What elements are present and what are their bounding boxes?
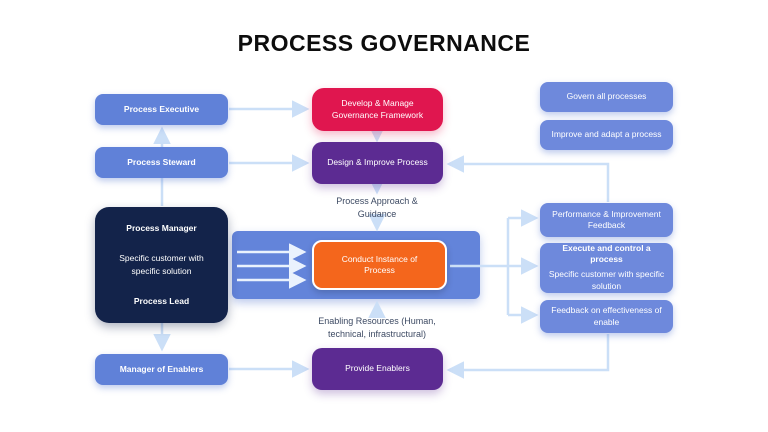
card-footer: Process Lead — [133, 295, 190, 306]
node-execute-control — [540, 243, 673, 293]
node-label: Govern all processes — [566, 91, 647, 102]
node-label: Conduct Instance of Process — [341, 253, 418, 275]
label-enabling-resources: Enabling Resources (Human, technical, infrastructural) — [318, 316, 436, 340]
node-label: Performance & Improvement Feedback — [552, 208, 661, 230]
manager-to-instance-arrows — [237, 252, 303, 280]
node-process-manager-card — [95, 207, 228, 323]
node-label: Design & Improve Process — [327, 157, 428, 168]
node-label: Process Executive — [123, 103, 200, 114]
node-performance-feedback — [540, 203, 673, 237]
card-body: Specific customer with specific solution — [119, 253, 204, 276]
node-develop-manage-framework — [312, 88, 443, 131]
card-header: Process Manager — [126, 223, 197, 233]
node-label: Manager of Enablers — [119, 363, 204, 374]
node-design-improve-process — [312, 142, 443, 184]
node-label: Process Steward — [127, 156, 196, 167]
node-manager-of-enablers — [95, 354, 228, 385]
node-subtitle: Specific customer with specific solution — [548, 269, 665, 292]
node-govern-all-processes — [540, 82, 673, 112]
node-provide-enablers — [312, 348, 443, 390]
node-title: Execute and control a process — [562, 243, 651, 265]
node-feedback-effectiveness — [540, 300, 673, 333]
node-process-executive — [95, 94, 228, 125]
node-label: Develop & Manage Governance Framework — [331, 98, 424, 120]
node-process-steward — [95, 147, 228, 178]
node-label: Improve and adapt a process — [551, 129, 662, 140]
node-label: Provide Enablers — [345, 363, 410, 374]
node-label: Feedback on effectiveness of enable — [551, 305, 662, 327]
slide-title: PROCESS GOVERNANCE — [237, 30, 531, 56]
node-conduct-instance — [312, 240, 447, 290]
node-improve-and-adapt — [540, 120, 673, 150]
label-process-approach-guidance: Process Approach & Guidance — [336, 196, 418, 220]
